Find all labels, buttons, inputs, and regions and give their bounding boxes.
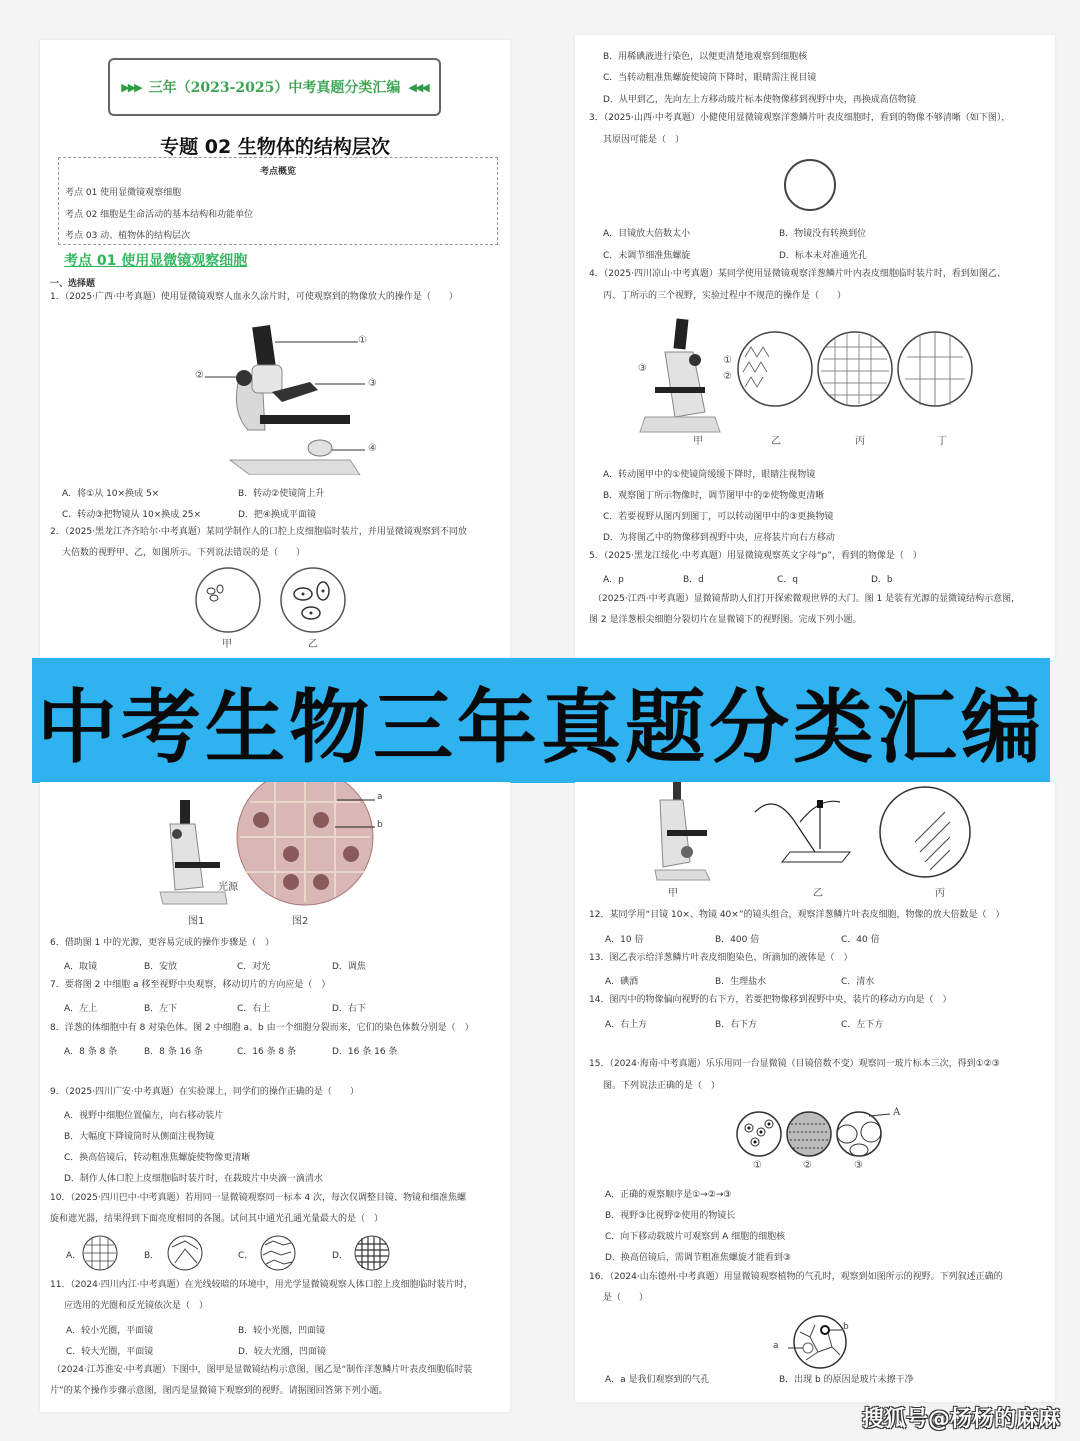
q4-figure <box>635 317 985 437</box>
q8-stem: 8．洋葱的体细胞中有 8 对染色体。图 2 中细胞 a、b 由一个细胞分裂而来，它们的染色体数分别是（ ） <box>50 1023 474 1033</box>
banner-text: 中考生物三年真题分类汇编 <box>37 681 1045 774</box>
overview-item: 考点 03 动、植物体的结构层次 <box>65 231 191 241</box>
huaian-fig-label: 丙 <box>935 888 945 899</box>
q15-option-c[interactable]: C．向下移动载玻片可观察到 A 细胞的细胞核 <box>605 1232 786 1242</box>
q11-option-d[interactable]: D．较大光圈，凹面镜 <box>238 1347 326 1357</box>
q12-option-c[interactable]: C．40 倍 <box>841 935 880 945</box>
q15-fig-label: ③ <box>854 1160 863 1171</box>
q15-figure <box>735 1110 905 1160</box>
jiangxi-stem: （2025·江西·中考真题）显微镜帮助人们打开探索微观世界的大门。图 1 是装有光源的显微镜结构示意图， <box>593 594 1021 604</box>
page-right-top <box>575 35 1055 660</box>
q4-fig-label: 丁 <box>937 436 947 447</box>
q13-stem: 13．图乙表示给洋葱鳞片叶表皮细胞染色，所滴加的液体是（ ） <box>589 953 853 963</box>
q14-option-b[interactable]: B．右下方 <box>715 1020 758 1030</box>
q10-option-b[interactable]: B． <box>144 1251 160 1261</box>
q16-stem: 是（ ） <box>603 1293 649 1303</box>
series-title: 三年（2023-2025）中考真题分类汇编 <box>148 80 401 96</box>
microscope-figure <box>190 320 370 475</box>
q3-stem: 3．（2025·山西·中考真题）小健使用显微镜观察洋葱鳞片叶表皮细胞时，看到的物像不够清晰（如下图）， <box>589 113 1011 123</box>
q16-option-b[interactable]: B．出现 b 的原因是玻片未擦干净 <box>779 1375 914 1385</box>
overview-item: 考点 02 细胞是生命活动的基本结构和功能单位 <box>65 210 254 220</box>
q8-option-a[interactable]: A．8 条 8 条 <box>64 1047 118 1057</box>
section-type: 一、选择题 <box>50 279 96 289</box>
q1-label: ① <box>358 335 367 346</box>
q1-label: ④ <box>368 443 377 454</box>
huaian-fig-label: 乙 <box>813 888 823 899</box>
q2-fig-label: 甲 <box>222 639 232 650</box>
q1-option-d[interactable]: D．把④换成平面镜 <box>238 510 316 520</box>
q5-option-c[interactable]: C．q <box>777 575 798 585</box>
q11-stem: 11．（2024·四川内江·中考真题）在光线较暗的环境中，用光学显微镜观察人体口腔上皮细胞临时装片时， <box>50 1280 473 1290</box>
q16-label-b: b <box>843 1322 849 1332</box>
q2-fig-label: 乙 <box>308 639 318 650</box>
q3-option-a[interactable]: A．目镜放大倍数太小 <box>603 229 691 239</box>
q2-option-c[interactable]: C．当转动粗准焦螺旋使镜筒下降时，眼睛需注视目镜 <box>603 73 817 83</box>
q6-option-c[interactable]: C．对光 <box>237 962 271 972</box>
light-source-label: 光源 <box>218 882 238 893</box>
q4-option-b[interactable]: B．观察图丁所示物像时，调节图甲中的②使物像更清晰 <box>603 491 825 501</box>
q1-label: ② <box>195 370 204 381</box>
q14-option-c[interactable]: C．左下方 <box>841 1020 884 1030</box>
q2-figure <box>195 565 365 645</box>
q11-option-b[interactable]: B．较小光圈，凹面镜 <box>238 1326 326 1336</box>
jiangxi-figure <box>155 782 405 912</box>
q14-option-a[interactable]: A．右上方 <box>605 1020 648 1030</box>
q7-option-b[interactable]: B．左下 <box>144 1004 178 1014</box>
q10-option-c[interactable]: C． <box>238 1251 254 1261</box>
q7-option-a[interactable]: A．左上 <box>64 1004 98 1014</box>
q6-option-b[interactable]: B．安放 <box>144 962 178 972</box>
q5-option-b[interactable]: B．d <box>683 575 704 585</box>
q15-cell-label: A <box>893 1107 901 1118</box>
q1-option-c[interactable]: C．转动③把物镜从 10×换成 25× <box>62 510 202 520</box>
overview-item: 考点 01 使用显微镜观察细胞 <box>65 188 182 198</box>
q15-stem: 15．（2024·海南·中考真题）乐乐用同一台显微镜（目镜倍数不变）观察同一玻片标本三次，得到①②③ <box>589 1059 1000 1069</box>
q6-option-d[interactable]: D．调焦 <box>332 962 366 972</box>
q7-option-d[interactable]: D．右下 <box>332 1004 366 1014</box>
q3-option-b[interactable]: B．物镜没有转换到位 <box>779 229 867 239</box>
q4-fig-label: 乙 <box>771 436 781 447</box>
q4-option-c[interactable]: C．若要视野从图丙到图丁，可以转动图甲中的③更换物镜 <box>603 512 834 522</box>
jiangxi-stem: 图 2 是洋葱根尖细胞分裂切片在显微镜下的视野图。完成下列小题。 <box>589 615 862 625</box>
page-right-bottom <box>575 782 1055 1402</box>
q10-figures <box>80 1235 390 1275</box>
q5-option-d[interactable]: D．b <box>871 575 893 585</box>
q6-option-a[interactable]: A．取镜 <box>64 962 98 972</box>
q16-stem: 16．（2024·山东德州·中考真题）用显微镜观察植物的气孔时，观察到如图所示的视野。下列叙述正确的 <box>589 1272 1003 1282</box>
kaodian-heading: 考点 01 使用显微镜观察细胞 <box>64 253 248 269</box>
fig2-label: 图2 <box>292 916 309 927</box>
q9-option-d[interactable]: D．制作人体口腔上皮细胞临时装片时，在载玻片中央滴一滴清水 <box>64 1174 323 1184</box>
q10-option-a[interactable]: A． <box>66 1251 82 1261</box>
q13-option-b[interactable]: B．生理盐水 <box>715 977 767 987</box>
overview-title: 考点概览 <box>259 167 296 177</box>
q2-option-b[interactable]: B．用稀碘液进行染色，以便更清楚地观察到细胞核 <box>603 52 808 62</box>
cell-label: b <box>377 820 383 830</box>
q2-stem: 大倍数的视野甲、乙，如图所示。下列说法错误的是（ ） <box>62 548 306 558</box>
q2-option-d[interactable]: D．从甲到乙，先向左上方移动玻片标本使物像移到视野中央，再换成高倍物镜 <box>603 95 916 105</box>
q10-option-d[interactable]: D． <box>332 1251 348 1261</box>
huaian-figure <box>645 782 975 882</box>
q9-option-b[interactable]: B．大幅度下降镜筒时从侧面注视物镜 <box>64 1132 215 1142</box>
q10-stem: 旋和遮光器，结果得到下面亮度相同的各图。试问其中通光孔通光量最大的是（ ） <box>50 1214 384 1224</box>
topic-title: 专题 02 生物体的结构层次 <box>160 136 390 158</box>
title-banner <box>32 658 1050 783</box>
huaian-stem: （2024·江苏淮安·中考真题）下图中，图甲是显微镜结构示意图，图乙是“制作洋葱鳞片叶表皮细胞临时装 <box>52 1365 473 1375</box>
q3-blurry-field-figure <box>782 157 838 213</box>
q3-option-c[interactable]: C．未调节细准焦螺旋 <box>603 251 691 261</box>
q7-stem: 7．要将图 2 中细胞 a 移至视野中央观察，移动切片的方向应是（ ） <box>50 980 331 990</box>
q2-stem: 2．（2025·黑龙江齐齐哈尔·中考真题）某同学制作人的口腔上皮细胞临时装片，并用显微镜观察到不同放 <box>50 527 467 537</box>
q8-option-d[interactable]: D．16 条 16 条 <box>332 1047 398 1057</box>
arrows-right-icon: ◀◀◀ <box>408 80 428 94</box>
page-left-top <box>40 40 510 660</box>
series-header-box <box>108 58 441 116</box>
q13-option-c[interactable]: C．清水 <box>841 977 875 987</box>
q12-stem: 12．某同学用“目镜 10×、物镜 40×”的镜头组合，观察洋葱鳞片叶表皮细胞，物像的放大倍数是（ ） <box>589 910 1005 920</box>
q4-stem: 4．（2025·四川凉山·中考真题）某同学使用显微镜观察洋葱鳞片叶内表皮细胞临时装片时，看到如图乙、 <box>589 269 1006 279</box>
q4-label: ③ <box>638 363 647 374</box>
q5-stem: 5．（2025·黑龙江绥化·中考真题）用显微镜观察英文字母“p”，看到的物像是（ ） <box>589 551 922 561</box>
q16-label-a: a <box>773 1341 779 1351</box>
q11-option-a[interactable]: A．较小光圈，平面镜 <box>66 1326 154 1336</box>
q7-option-c[interactable]: C．右上 <box>237 1004 271 1014</box>
q11-option-c[interactable]: C．较大光圈，平面镜 <box>66 1347 154 1357</box>
q4-label: ① <box>723 355 732 366</box>
huaian-stem: 片”的某个操作步骤示意图，图丙是显微镜下观察到的视野。请据图回答第下列小题。 <box>50 1386 388 1396</box>
q5-option-a[interactable]: A．p <box>603 575 624 585</box>
q12-option-a[interactable]: A．10 倍 <box>605 935 644 945</box>
q8-option-b[interactable]: B．8 条 16 条 <box>144 1047 203 1057</box>
q15-fig-label: ② <box>803 1160 812 1171</box>
q4-stem: 丙、丁所示的三个视野，实验过程中不规范的操作是（ ） <box>603 291 847 301</box>
cell-label: a <box>377 792 383 802</box>
q1-label: ③ <box>368 378 377 389</box>
q3-option-d[interactable]: D．标本未对准通光孔 <box>779 251 867 261</box>
q9-option-c[interactable]: C．换高倍镜后，转动粗准焦螺旋使物像更清晰 <box>64 1153 251 1163</box>
q15-option-a[interactable]: A．正确的观察顺序是①→②→③ <box>605 1190 732 1200</box>
q15-option-d[interactable]: D．换高倍镜后，需调节粗准焦螺旋才能看到③ <box>605 1253 791 1263</box>
q4-fig-label: 甲 <box>693 436 703 447</box>
q13-option-a[interactable]: A．碘酒 <box>605 977 639 987</box>
q15-fig-label: ① <box>753 1160 762 1171</box>
huaian-fig-label: 甲 <box>668 888 678 899</box>
q1-stem: 1．（2025·广西·中考真题）使用显微镜观察人血永久涂片时，可使观察到的物像放大的操作是（ ） <box>50 292 458 302</box>
q16-option-a[interactable]: A．a 是我们观察到的气孔 <box>605 1375 710 1385</box>
q9-option-a[interactable]: A．视野中细胞位置偏左，向右移动装片 <box>64 1111 224 1121</box>
q3-stem: 其原因可能是（ ） <box>603 135 685 145</box>
q1-option-b[interactable]: B．转动②使镜筒上升 <box>238 489 325 499</box>
q4-option-a[interactable]: A．转动图甲中的①使镜筒缓缓下降时，眼睛注视物镜 <box>603 470 816 480</box>
fig1-label: 图1 <box>188 916 205 927</box>
q9-stem: 9．（2025·四川广安·中考真题）在实验课上，同学们的操作正确的是（ ） <box>50 1087 359 1097</box>
q6-stem: 6．借助图 1 中的光源，更容易完成的操作步骤是（ ） <box>50 938 275 948</box>
arrows-left-icon: ▶▶▶ <box>121 80 141 94</box>
q12-option-b[interactable]: B．400 倍 <box>715 935 760 945</box>
watermark: 搜狐号@杨杨的麻麻 <box>862 1407 1061 1432</box>
overview-box <box>58 157 498 245</box>
q10-stem: 10．（2025·四川巴中·中考真题）若用同一显微镜观察同一标本 4 次，每次仅调整目镜、物镜和细准焦螺 <box>50 1193 467 1203</box>
q1-option-a[interactable]: A．将①从 10×换成 5× <box>62 489 160 499</box>
q15-option-b[interactable]: B．视野③比视野②使用的物镜长 <box>605 1211 736 1221</box>
q11-stem: 应选用的光圈和反光镜依次是（ ） <box>64 1301 209 1311</box>
q16-figure <box>780 1312 860 1372</box>
page-left-bottom <box>40 782 510 1412</box>
q8-option-c[interactable]: C．16 条 8 条 <box>237 1047 297 1057</box>
q4-option-d[interactable]: D．为将图乙中的物像移到视野中央，应将装片向右方移动 <box>603 533 835 543</box>
q14-stem: 14．图丙中的物像偏向视野的右下方，若要把物像移到视野中央，装片的移动方向是（ ） <box>589 995 952 1005</box>
q4-fig-label: 丙 <box>855 436 865 447</box>
q4-label: ② <box>723 371 732 382</box>
q15-stem: 图。下列说法正确的是（ ） <box>603 1081 721 1091</box>
